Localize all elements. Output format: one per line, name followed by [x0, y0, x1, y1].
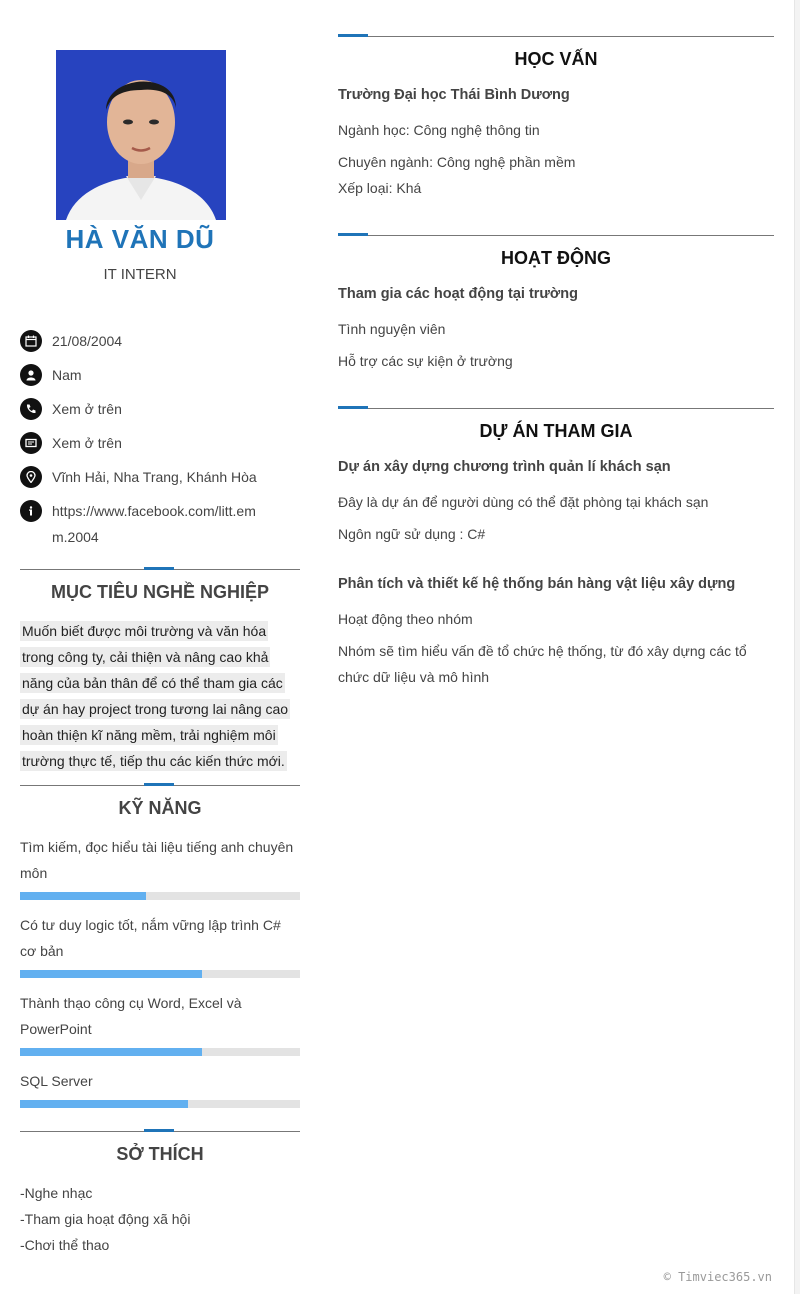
education-block — [338, 87, 774, 201]
phone-icon — [20, 398, 42, 420]
list-item: -Chơi thể thao — [20, 1237, 110, 1253]
candidate-name: HÀ VĂN DŨ — [65, 224, 215, 254]
skill-bar-fill — [20, 1048, 202, 1056]
education-rank: Xếp loại: Khá — [338, 180, 422, 196]
skill-item — [20, 1068, 300, 1108]
hobbies-list — [20, 1180, 300, 1258]
activities-section-title: HOẠT ĐỘNG — [338, 235, 774, 269]
education-specialization: Chuyên ngành: Công nghệ phần mềm — [338, 154, 576, 170]
skill-bar-fill — [20, 970, 202, 978]
project-name: Phân tích và thiết kế hệ thống bán hàng vật liệu xây dựng — [338, 576, 736, 592]
list-item: -Tham gia hoạt động xã hội — [20, 1211, 191, 1227]
address-text: Vĩnh Hải, Nha Trang, Khánh Hòa — [52, 469, 257, 485]
project-name: Dự án xây dựng chương trình quản lí khách sạn — [338, 459, 671, 475]
education-section-title: HỌC VẤN — [338, 36, 774, 70]
page-edge — [794, 0, 800, 1294]
info-email — [20, 430, 300, 456]
location-icon — [20, 466, 42, 488]
profile-photo — [56, 50, 226, 220]
skill-item — [20, 912, 300, 978]
skill-bar-track — [20, 1100, 300, 1108]
project-item — [338, 459, 774, 547]
skill-bar-track — [20, 892, 300, 900]
info-icon — [20, 500, 42, 522]
footer-watermark: © Timviec365.vn — [663, 1270, 772, 1284]
list-item: Tình nguyện viên — [338, 321, 446, 337]
skill-item — [20, 834, 300, 900]
skill-item — [20, 990, 300, 1056]
info-gender — [20, 362, 300, 388]
objective-text: Muốn biết được môi trường và văn hóa trong công ty, cải thiện và nâng cao khả năng của bản thân để có thể tham gia các dự án hay project trong tương lai nâng cao hoàn thiện kĩ năng mềm, trải nghiệm môi trường thực tế, tiếp thu các kiến thức mới. — [22, 623, 289, 769]
skill-label: Tìm kiếm, đọc hiểu tài liệu tiếng anh chuyên môn — [20, 839, 294, 881]
user-icon — [20, 364, 42, 386]
calendar-icon — [20, 330, 42, 352]
email-text: Xem ở trên — [52, 435, 122, 451]
contact-info — [20, 328, 300, 558]
skill-label: Có tư duy logic tốt, nắm vững lập trình C# cơ bản — [20, 917, 281, 959]
gender-text: Nam — [52, 367, 82, 383]
skills-section-title: KỸ NĂNG — [20, 785, 300, 819]
school-name: Trường Đại học Thái Bình Dương — [338, 87, 570, 103]
skill-label: SQL Server — [20, 1073, 93, 1089]
skill-label: Thành thạo công cụ Word, Excel và PowerPoint — [20, 995, 242, 1037]
email-icon — [20, 432, 42, 454]
info-birthday — [20, 328, 300, 354]
phone-text: Xem ở trên — [52, 401, 122, 417]
info-facebook — [20, 498, 300, 550]
skill-bar-track — [20, 970, 300, 978]
facebook-link[interactable]: https://www.facebook.com/litt.em m.2004 — [52, 503, 256, 545]
activities-block — [338, 286, 774, 374]
skill-bar-fill — [20, 892, 146, 900]
education-major: Ngành học: Công nghệ thông tin — [338, 122, 540, 138]
project-desc: Hoạt động theo nhóm — [338, 611, 473, 627]
objective-section-title: MỤC TIÊU NGHỀ NGHIỆP — [20, 569, 300, 603]
activity-heading: Tham gia các hoạt động tại trường — [338, 286, 578, 302]
birthday-text: 21/08/2004 — [52, 333, 123, 349]
project-desc: Đây là dự án để người dùng có thể đặt phòng tại khách sạn — [338, 494, 709, 510]
hobbies-section-title: SỞ THÍCH — [20, 1131, 300, 1165]
list-item: -Nghe nhạc — [20, 1185, 93, 1201]
skill-bar-fill — [20, 1100, 188, 1108]
info-phone — [20, 396, 300, 422]
skill-bar-track — [20, 1048, 300, 1056]
projects-section-title: DỰ ÁN THAM GIA — [338, 408, 774, 442]
candidate-role: IT INTERN — [103, 266, 177, 283]
project-item — [338, 576, 774, 690]
list-item: Hỗ trợ các sự kiện ở trường — [338, 353, 513, 369]
info-address — [20, 464, 300, 490]
project-detail: Ngôn ngữ sử dụng : C# — [338, 526, 486, 542]
project-detail: Nhóm sẽ tìm hiểu vấn đề tổ chức hệ thống, từ đó xây dựng các tổ chức dữ liệu và mô hình — [338, 643, 747, 685]
